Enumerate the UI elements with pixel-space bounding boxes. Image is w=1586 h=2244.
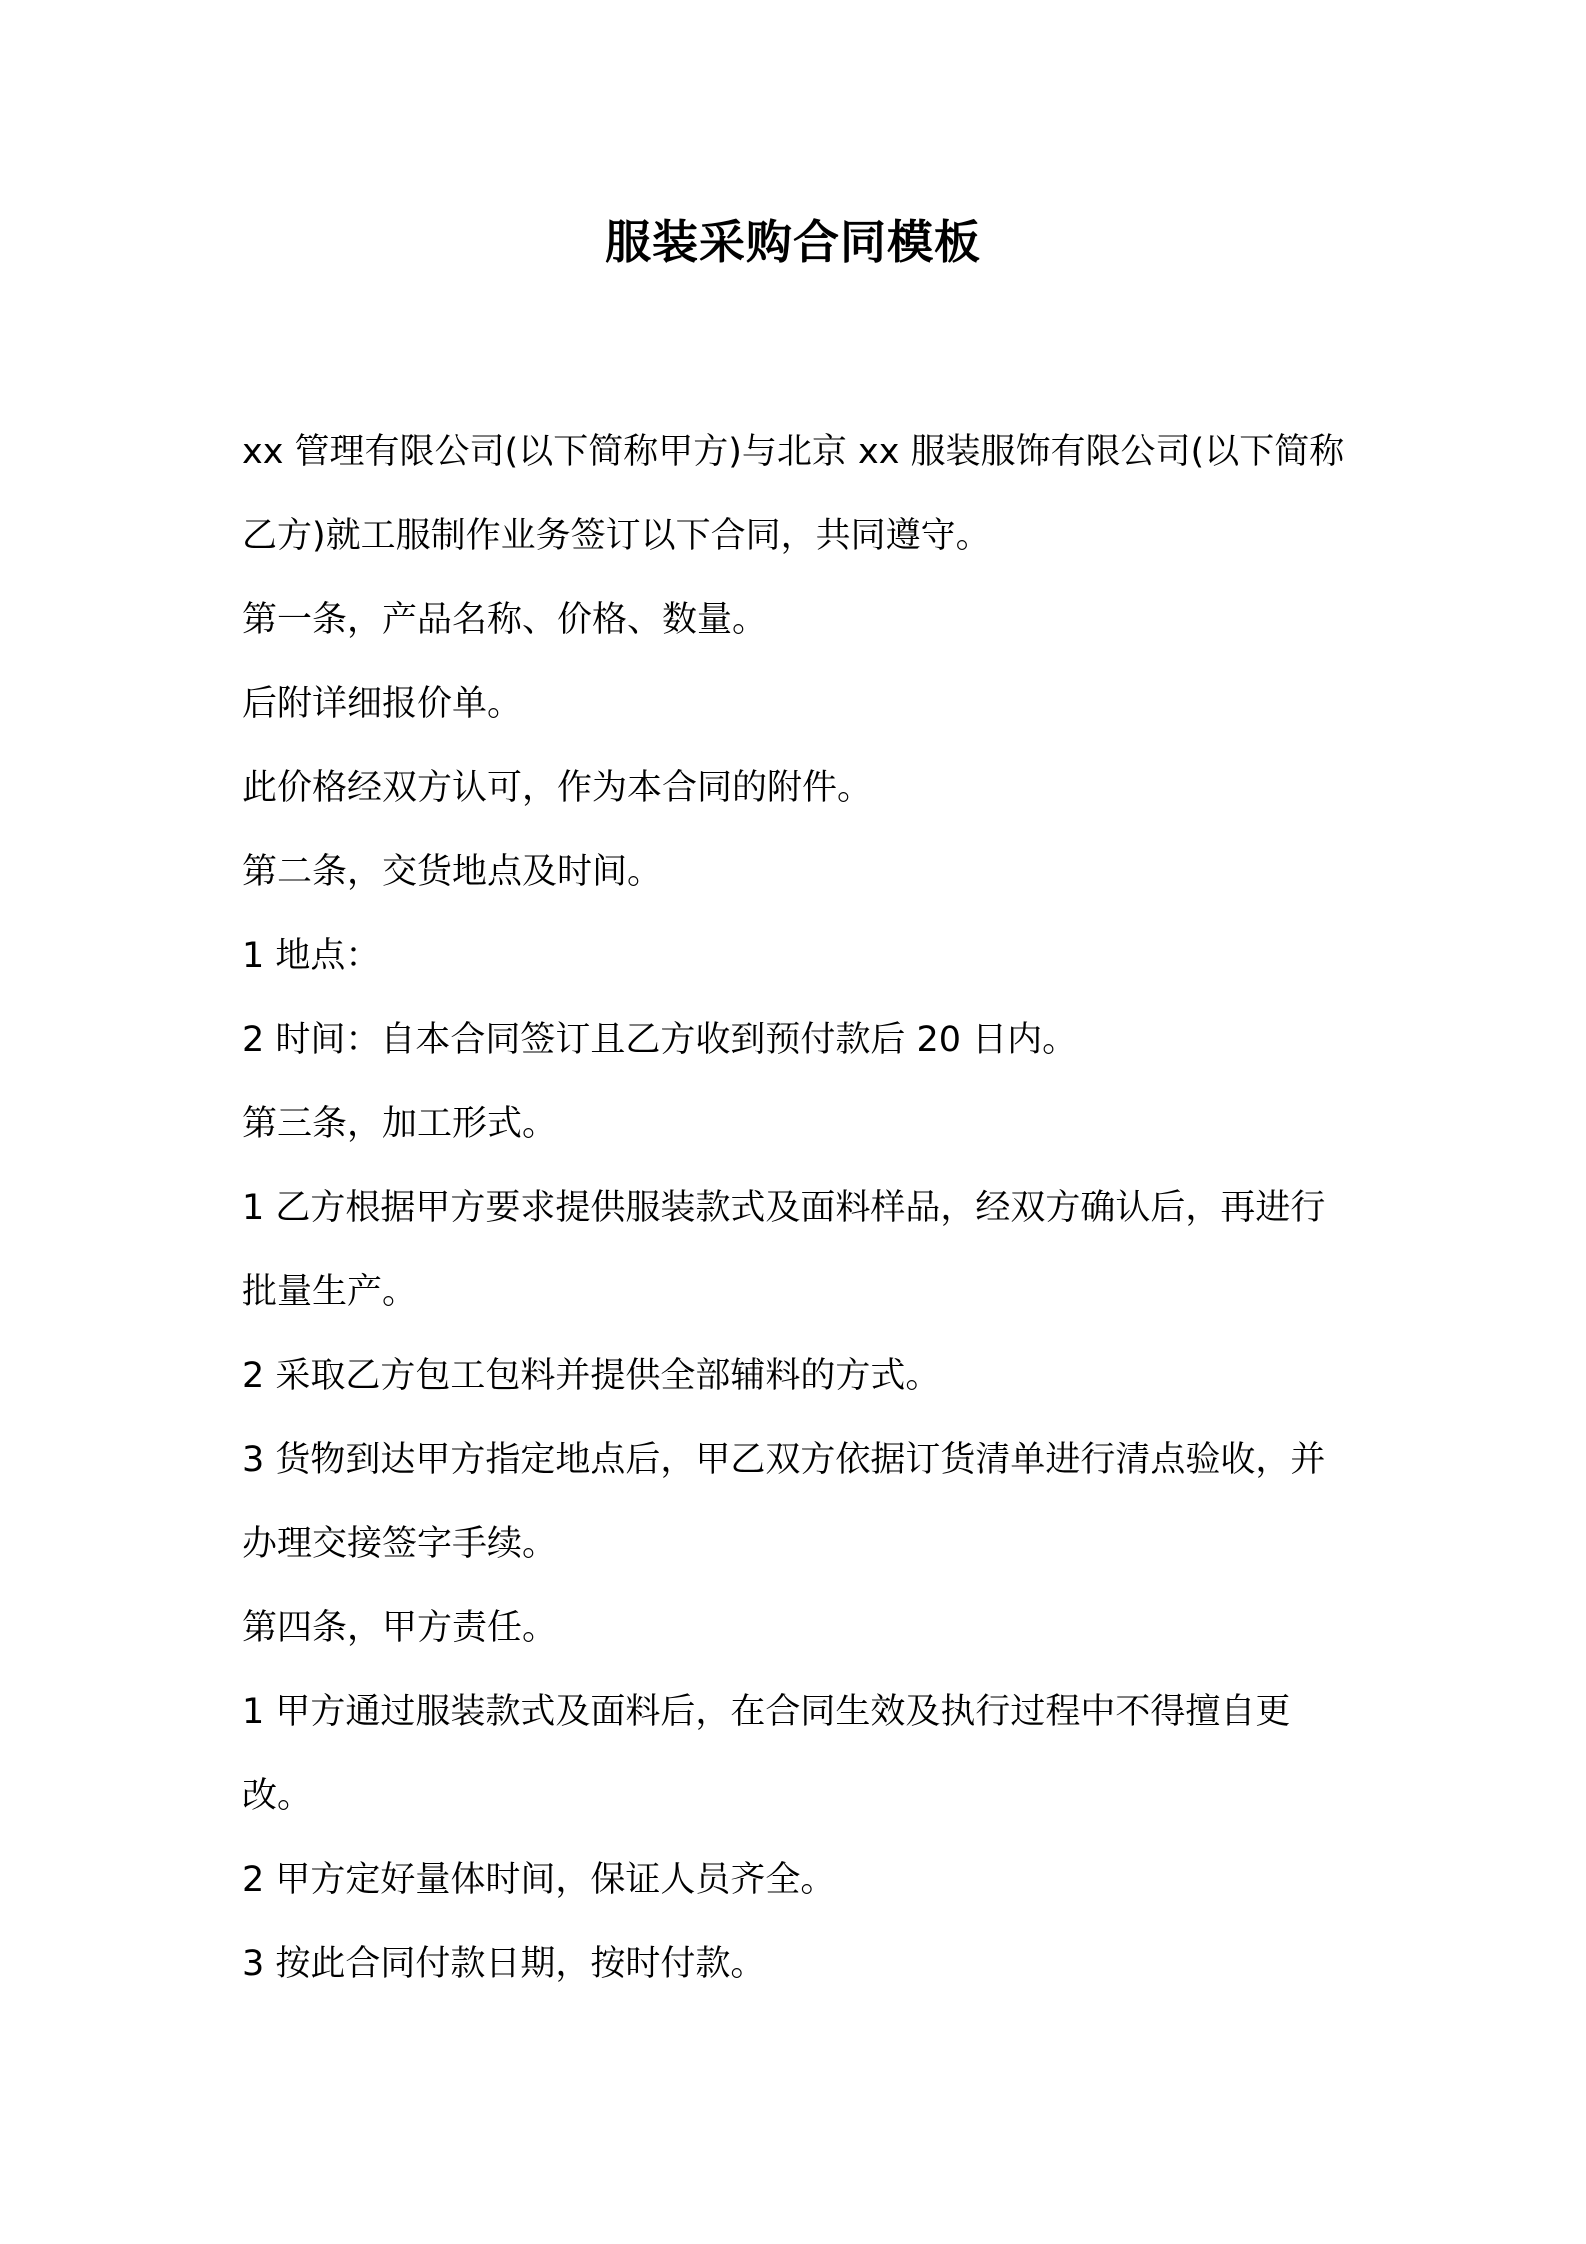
paragraph: 2 甲方定好量体时间，保证人员齐全。 (242, 1860, 836, 1900)
paragraph: 1 乙方根据甲方要求提供服装款式及面料样品，经双方确认后，再进行批量生产。 (242, 1188, 1326, 1312)
paragraph: 1 地点： (242, 936, 381, 976)
clause-2-heading: 第二条，交货地点及时间。 (242, 852, 663, 892)
paragraph: 2 时间：自本合同签订且乙方收到预付款后 20 日内。 (242, 1020, 1078, 1060)
paragraph: 此价格经双方认可，作为本合同的附件。 (242, 768, 873, 808)
paragraph: 1 甲方通过服装款式及面料后，在合同生效及执行过程中不得擅自更改。 (242, 1692, 1291, 1816)
clause-4-heading: 第四条，甲方责任。 (242, 1608, 558, 1648)
paragraph: 3 按此合同付款日期，按时付款。 (242, 1944, 766, 1984)
document-body (242, 410, 1360, 2006)
clause-1-heading: 第一条，产品名称、价格、数量。 (242, 600, 768, 640)
paragraph-preamble: xx 管理有限公司(以下简称甲方)与北京 xx 服装服饰有限公司(以下简称乙方)就工服制作业务签订以下合同，共同遵守。 (242, 432, 1345, 556)
paragraph: 3 货物到达甲方指定地点后，甲乙双方依据订货清单进行清点验收，并办理交接签字手续。 (242, 1440, 1326, 1564)
paragraph: 后附详细报价单。 (242, 684, 523, 724)
paragraph: 2 采取乙方包工包料并提供全部辅料的方式。 (242, 1356, 941, 1396)
clause-3-heading: 第三条，加工形式。 (242, 1104, 558, 1144)
document-title: 服装采购合同模板 (605, 215, 981, 269)
